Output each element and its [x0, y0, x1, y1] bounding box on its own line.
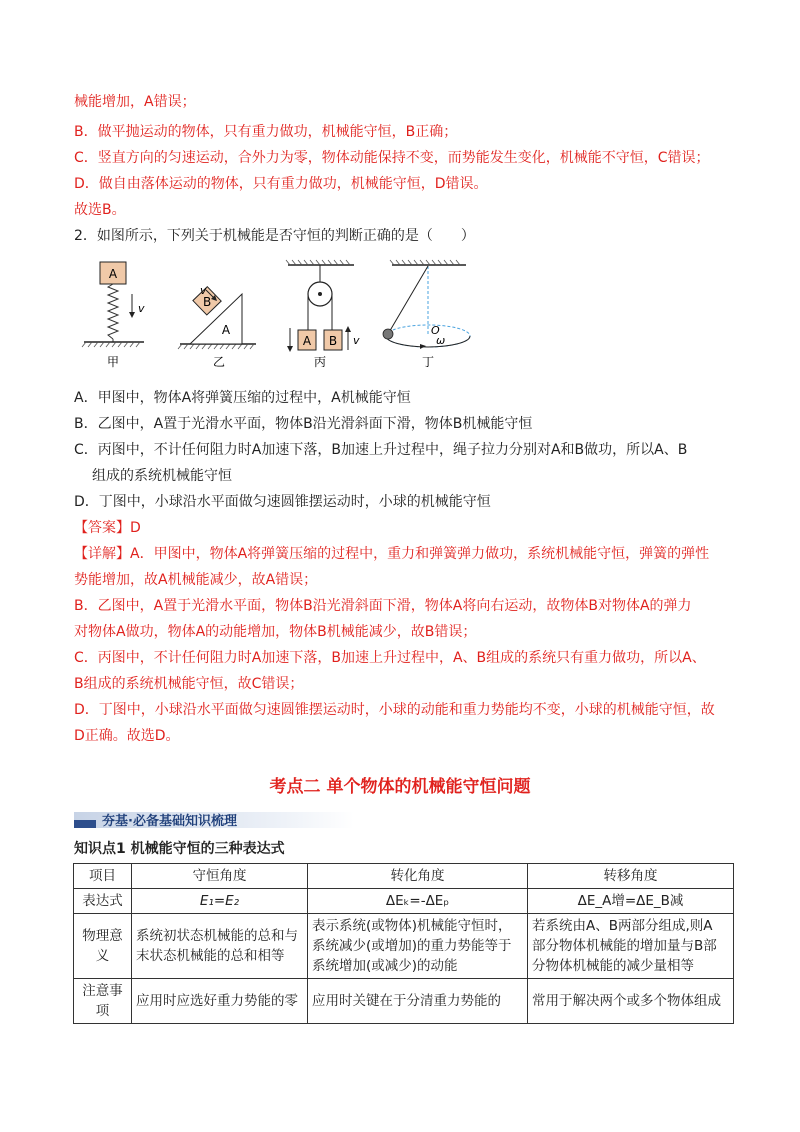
table-header-row [74, 864, 734, 889]
explanation-line-8: D正确。故选D。 [74, 728, 180, 744]
caption-ding: 丁 [421, 355, 435, 369]
wedge-a-label: A [221, 323, 231, 337]
question-stem: 2．如图所示，下列关于机械能是否守恒的判断正确的是（ ） [74, 228, 475, 244]
meaning-transfer [528, 914, 734, 979]
block-a-label: A [108, 267, 118, 281]
velocity-label-jia: v [138, 302, 145, 315]
expr-conservation: E₁=E₂ [132, 889, 308, 914]
block-b-label-bing: B [328, 334, 338, 348]
block-a-label-bing: A [302, 334, 312, 348]
explanation-line-2: 势能增加，故A机械能减少，故A错误； [74, 572, 318, 588]
velocity-label-yi: v [200, 284, 207, 297]
explanation-line-5: C．丙图中，不计任何阻力时A加速下落，B加速上升过程中，A、B组成的系统只有重力做功，所以A、 [74, 650, 706, 666]
figure-bing [286, 260, 360, 369]
prev-answer-line-a: 械能增加，A错误； [74, 94, 196, 110]
header-transfer: 转移角度 [528, 864, 734, 889]
option-b: B．乙图中，A置于光滑水平面，物体B沿光滑斜面下滑，物体B机械能守恒 [74, 416, 533, 432]
figure-jia [82, 262, 145, 369]
block-b-label-yi: B [202, 294, 212, 309]
header-item: 项目 [74, 864, 132, 889]
meaning-conservation-2: 末状态机械能的总和相等 [136, 948, 285, 964]
row-label-meaning: 物理意义 [74, 914, 132, 979]
meaning-conversion-3: 系统增加(或减少)的动能 [312, 958, 458, 974]
notes-transfer: 常用于解决两个或多个物体组成 [528, 979, 734, 1024]
table-row-meaning [74, 914, 734, 979]
mechanics-figure [74, 254, 474, 376]
meaning-transfer-3: 分物体机械能的减少量相等 [532, 958, 694, 974]
expr-transfer: ΔE_A增=ΔE_B减 [528, 889, 734, 914]
explanation-line-4: 对物体A做功，物体A的动能增加，物体B机械能减少，故B错误； [74, 624, 477, 640]
caption-bing: 丙 [313, 355, 327, 369]
prev-answer-line-b: B．做平抛运动的物体，只有重力做功，机械能守恒，B正确； [74, 124, 458, 140]
section-banner [74, 806, 354, 832]
option-d: D．丁图中，小球沿水平面做匀速圆锥摆运动时，小球的机械能守恒 [74, 494, 491, 510]
figure-ding [383, 260, 470, 369]
row-label-notes: 注意事项 [74, 979, 132, 1024]
explanation-line-3: B．乙图中，A置于光滑水平面，物体B沿光滑斜面下滑，物体A将向右运动，故物体B对物体A的弹力 [74, 598, 692, 614]
table-row-notes [74, 979, 734, 1024]
section-title: 考点二 单个物体的机械能守恒问题 [269, 777, 531, 797]
prev-answer-line-c: C．竖直方向的匀速运动，合外力为零，物体动能保持不变，而势能发生变化，机械能不守恒，C错误； [74, 150, 710, 166]
velocity-label-bing: v [353, 334, 360, 347]
meaning-conservation [132, 914, 308, 979]
explanation-line-6: B组成的系统机械能守恒，故C错误； [74, 676, 304, 692]
caption-yi: 乙 [212, 355, 226, 369]
expression-table [73, 863, 734, 1024]
prev-answer-conclusion: 故选B。 [74, 202, 126, 218]
meaning-transfer-1: 若系统由A、B两部分组成,则A [532, 918, 713, 934]
expr-conversion: ΔEₖ=-ΔEₚ [308, 889, 528, 914]
meaning-conservation-1: 系统初状态机械能的总和与 [136, 928, 298, 944]
meaning-conversion-2: 系统减少(或增加)的重力势能等于 [312, 938, 512, 954]
meaning-conversion-1: 表示系统(或物体)机械能守恒时， [312, 918, 512, 934]
center-label: O [431, 324, 440, 337]
table-row-expression [74, 889, 734, 914]
explanation-line-1: 【详解】A．甲图中，物体A将弹簧压缩的过程中，重力和弹簧弹力做功，系统机械能守恒，弹簧的弹性 [74, 546, 710, 562]
caption-jia: 甲 [106, 355, 120, 369]
answer: 【答案】D [74, 520, 141, 536]
explanation-line-7: D．丁图中，小球沿水平面做匀速圆锥摆运动时，小球的动能和重力势能均不变，小球的机械能守恒，故 [74, 702, 715, 718]
notes-conversion: 应用时关键在于分清重力势能的 [308, 979, 528, 1024]
option-a: A．甲图中，物体A将弹簧压缩的过程中，A机械能守恒 [74, 390, 411, 406]
meaning-transfer-2: 部分物体机械能的增加量与B部 [532, 938, 717, 954]
omega-label: ω [436, 334, 446, 347]
meaning-conversion [308, 914, 528, 979]
option-c-line2: 组成的系统机械能守恒 [92, 468, 232, 484]
header-conservation: 守恒角度 [132, 864, 308, 889]
knowledge-point-title: 知识点1 机械能守恒的三种表达式 [74, 841, 285, 857]
banner-text: 夯基·必备基础知识梳理 [102, 814, 237, 829]
option-c-line1: C．丙图中，不计任何阻力时A加速下落，B加速上升过程中，绳子拉力分别对A和B做功，所以A、B [74, 442, 688, 458]
row-label-expression: 表达式 [74, 889, 132, 914]
figure-yi [178, 284, 256, 369]
prev-answer-line-d: D．做自由落体运动的物体，只有重力做功，机械能守恒，D错误。 [74, 176, 488, 192]
notes-conservation: 应用时应选好重力势能的零 [132, 979, 308, 1024]
header-conversion: 转化角度 [308, 864, 528, 889]
